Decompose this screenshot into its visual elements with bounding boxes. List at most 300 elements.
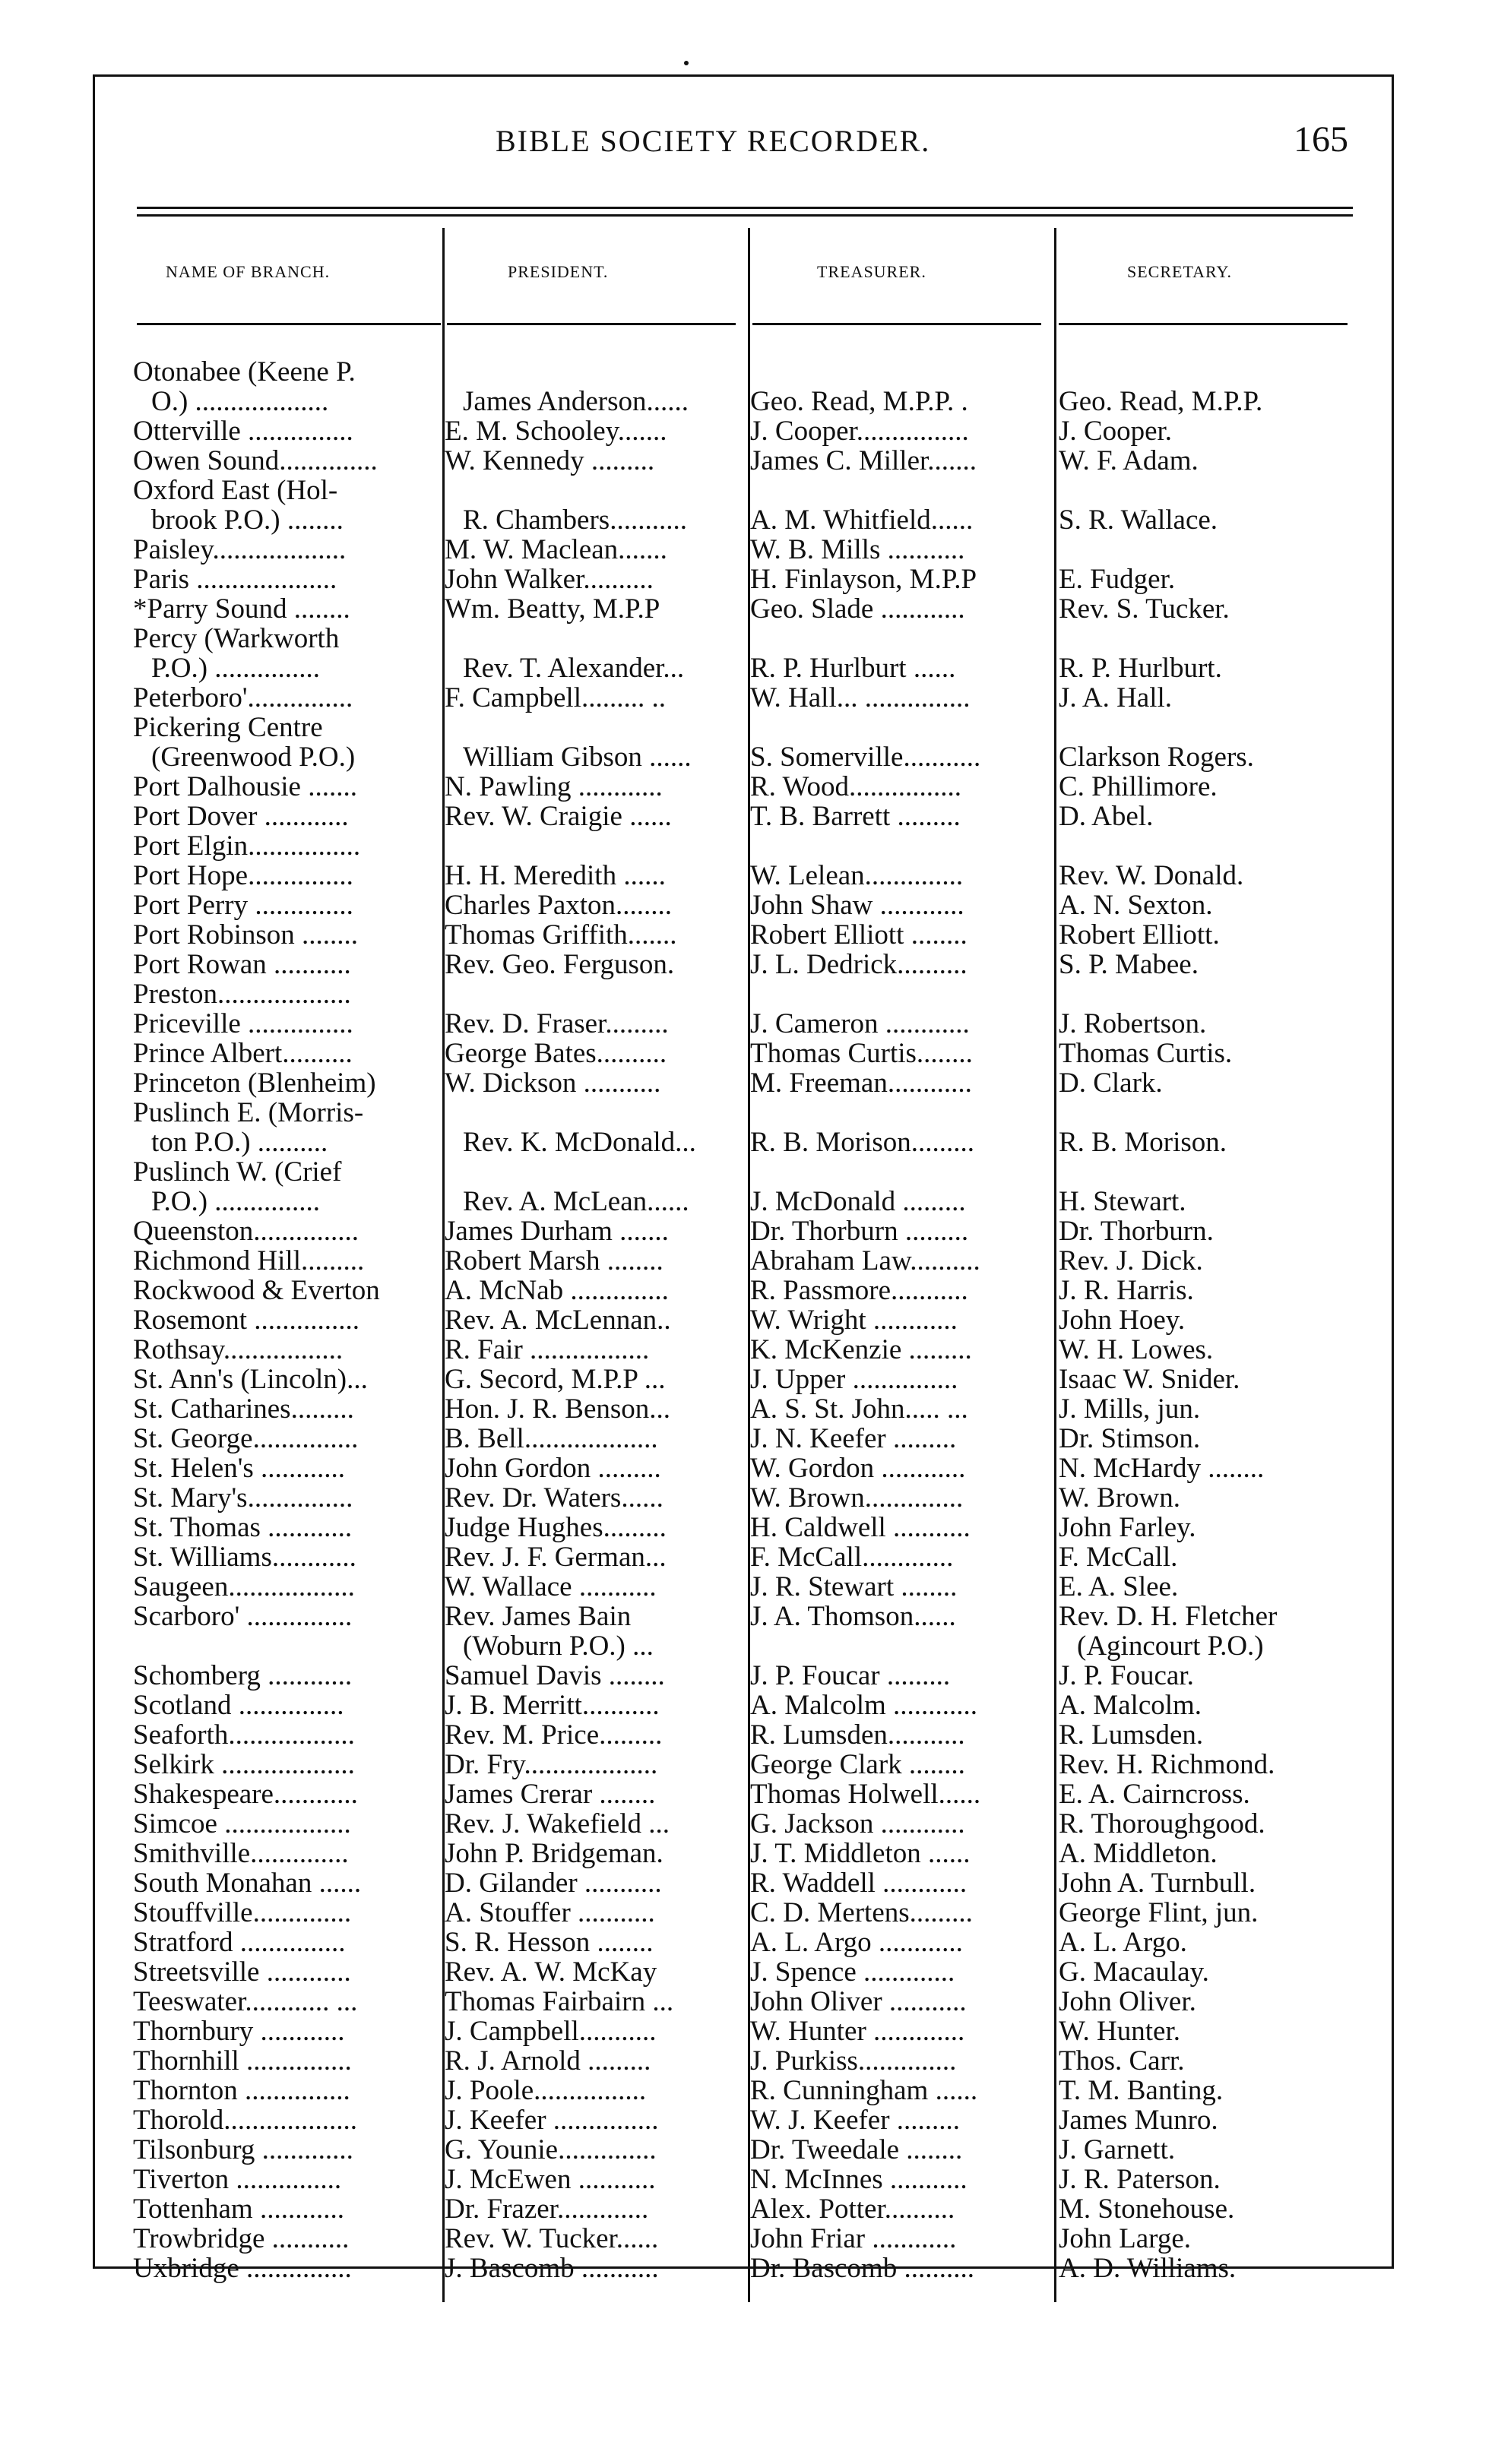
treasurer-name [750, 1661, 1047, 1691]
president-name [445, 2135, 741, 2165]
treasurer-name [750, 1898, 1047, 1928]
cell-line: R. P. Hurlburt ...... [750, 653, 956, 684]
cell-line: James C. Miller....... [750, 445, 977, 476]
cell-line: W. Hunter. [1059, 2016, 1180, 2047]
treasurer-name [750, 1602, 1047, 1661]
president-name [445, 2016, 741, 2046]
cell-line: Dr. Frazer............. [445, 2194, 649, 2225]
secretary-name [1059, 1216, 1355, 1246]
branch-name [133, 979, 437, 1009]
branch-name [133, 476, 437, 535]
secretary-name [1059, 1157, 1355, 1216]
treasurer-name [750, 2135, 1047, 2165]
cell-line: John A. Turnbull. [1059, 1868, 1256, 1899]
president-name [445, 1276, 741, 1305]
cell-line: Streetsville ............ [133, 1956, 351, 1988]
branch-name [133, 624, 437, 683]
table-row [133, 1750, 1357, 1779]
secretary-name [1059, 2254, 1355, 2283]
treasurer-name [750, 979, 1047, 1009]
table-row [133, 594, 1357, 624]
treasurer-name [750, 2165, 1047, 2194]
table-row [133, 2254, 1357, 2283]
branch-name [133, 713, 437, 772]
cell-line: Port Perry .............. [133, 890, 353, 921]
cell-line: R. Lumsden........... [750, 1719, 965, 1751]
branch-name [133, 594, 437, 624]
treasurer-name [750, 565, 1047, 594]
branch-name [133, 1276, 437, 1305]
column-header-treasurer: TREASURER. [817, 262, 926, 281]
cell-line: D. Gilander ........... [445, 1868, 662, 1899]
table-row [133, 1720, 1357, 1750]
cell-line: W. Wright ............ [750, 1305, 958, 1336]
cell-line: Thomas Holwell...... [750, 1779, 981, 1810]
cell-line: A. M. Whitfield...... [750, 505, 974, 536]
branch-name [133, 2135, 437, 2165]
cell-line: W. F. Adam. [1059, 445, 1199, 476]
treasurer-name [750, 2105, 1047, 2135]
cell-line: B. Bell................... [445, 1423, 658, 1454]
cell-line: Teeswater............ ... [133, 1986, 358, 2017]
cell-line: J. R. Paterson. [1059, 2164, 1221, 2195]
cell-line: Robert Elliott. [1059, 919, 1220, 950]
treasurer-name [750, 713, 1047, 772]
treasurer-name [750, 2046, 1047, 2076]
cell-line: John Large. [1059, 2223, 1191, 2254]
secretary-name [1059, 1068, 1355, 1098]
branch-name [133, 1335, 437, 1365]
treasurer-name [750, 1039, 1047, 1068]
president-name [445, 594, 741, 624]
treasurer-name [750, 446, 1047, 476]
secretary-name [1059, 624, 1355, 683]
column-header-president: PRESIDENT. [508, 262, 609, 281]
president-name [445, 2046, 741, 2076]
cell-line: J. Robertson. [1059, 1008, 1207, 1039]
cell-line: Oxford East (Hol- [133, 475, 338, 506]
table-row [133, 1691, 1357, 1720]
branch-name [133, 1868, 437, 1898]
cell-line: Rev. A. W. McKay [445, 1956, 657, 1988]
cell-line: J. R. Stewart ........ [750, 1571, 958, 1602]
cell-line: John Friar ............ [750, 2223, 957, 2254]
cell-line: James Munro. [1059, 2105, 1218, 2136]
cell-line: J. McDonald ......... [750, 1186, 966, 1217]
table-row [133, 950, 1357, 979]
cell-line: Rev. A. McLean...... [463, 1186, 689, 1217]
president-name [445, 2194, 741, 2224]
branch-name [133, 2046, 437, 2076]
treasurer-name [750, 1572, 1047, 1602]
cell-line: Alex. Potter.......... [750, 2194, 955, 2225]
table-row [133, 1098, 1357, 1157]
treasurer-name [750, 624, 1047, 683]
cell-line: (Agincourt P.O.) [1077, 1631, 1264, 1662]
secretary-name [1059, 594, 1355, 624]
table-row [133, 1661, 1357, 1691]
table-row [133, 416, 1357, 446]
branch-name [133, 1483, 437, 1513]
secretary-name [1059, 772, 1355, 802]
cell-line: Simcoe .................. [133, 1808, 351, 1839]
cell-line: J. B. Merritt........... [445, 1690, 660, 1721]
cell-line: Stratford ............... [133, 1927, 346, 1958]
secretary-name [1059, 2016, 1355, 2046]
cell-line [750, 1631, 1047, 1661]
cell-line: Dr. Fry................... [445, 1749, 658, 1780]
cell-line: A. S. St. John..... ... [750, 1393, 968, 1425]
table-row [133, 861, 1357, 890]
cell-line: J. R. Harris. [1059, 1275, 1194, 1306]
cell-line: brook P.O.) ........ [151, 505, 344, 536]
cell-line: J. Bascomb ........... [445, 2253, 659, 2284]
table-row [133, 772, 1357, 802]
cell-line: (Woburn P.O.) ... [463, 1631, 654, 1662]
table-row [133, 476, 1357, 535]
cell-line: George Clark ........ [750, 1749, 965, 1780]
cell-line: Port Dalhousie ....... [133, 771, 357, 802]
president-name [445, 1394, 741, 1424]
cell-line: E. A. Slee. [1059, 1571, 1179, 1602]
cell-line: Dr. Thorburn. [1059, 1216, 1214, 1247]
cell-line: S. P. Mabee. [1059, 949, 1199, 980]
header-rule-top [137, 207, 1353, 209]
president-name [445, 1691, 741, 1720]
cell-line: Rev. H. Richmond. [1059, 1749, 1275, 1780]
cell-line: R. J. Arnold ......... [445, 2045, 651, 2077]
cell-line: M. W. Maclean....... [445, 534, 667, 565]
cell-line: Otterville ............... [133, 416, 353, 447]
cell-line: Dr. Tweedale ........ [750, 2134, 963, 2165]
cell-line: W. Wallace ........... [445, 1571, 657, 1602]
president-name [445, 950, 741, 979]
president-name [445, 565, 741, 594]
cell-line: Thomas Griffith....... [445, 919, 677, 950]
cell-line: A. Malcolm. [1059, 1690, 1202, 1721]
branch-table [133, 357, 1357, 2283]
branch-name [133, 2224, 437, 2254]
president-name [445, 1661, 741, 1691]
treasurer-name [750, 920, 1047, 950]
cell-line: Geo. Slade ............ [750, 593, 965, 625]
cell-line: Thorold................... [133, 2105, 357, 2136]
president-name [445, 1246, 741, 1276]
treasurer-name [750, 476, 1047, 535]
cell-line: Scarboro' ............... [133, 1601, 353, 1632]
table-row [133, 357, 1357, 416]
treasurer-name [750, 1009, 1047, 1039]
treasurer-name [750, 890, 1047, 920]
cell-line [750, 831, 1047, 861]
cell-line: A. McNab .............. [445, 1275, 669, 1306]
cell-line: Rockwood & Everton [133, 1275, 380, 1306]
treasurer-name [750, 2076, 1047, 2105]
secretary-name [1059, 1928, 1355, 1957]
cell-line [445, 624, 741, 653]
secretary-name [1059, 831, 1355, 861]
cell-line: Dr. Bascomb .......... [750, 2253, 974, 2284]
secretary-name [1059, 2046, 1355, 2076]
cell-line: R. Cunningham ...... [750, 2075, 978, 2106]
cell-line: Thomas Curtis. [1059, 1038, 1233, 1069]
cell-line: Robert Elliott ........ [750, 919, 968, 950]
branch-name [133, 1542, 437, 1572]
treasurer-name [750, 1868, 1047, 1898]
cell-line: Rev. S. Tucker. [1059, 593, 1230, 625]
cell-line: J. N. Keefer ......... [750, 1423, 957, 1454]
secretary-name [1059, 1305, 1355, 1335]
cell-line: A. Middleton. [1059, 1838, 1218, 1869]
cell-line: J. P. Foucar ......... [750, 1660, 951, 1691]
treasurer-name [750, 831, 1047, 861]
treasurer-name [750, 416, 1047, 446]
treasurer-name [750, 1068, 1047, 1098]
cell-line: R. Wood................ [750, 771, 961, 802]
cell-line: John Farley. [1059, 1512, 1196, 1543]
cell-line: J. L. Dedrick.......... [750, 949, 968, 980]
secretary-name [1059, 476, 1355, 535]
treasurer-name [750, 1098, 1047, 1157]
cell-line: S. R. Wallace. [1059, 505, 1218, 536]
president-name [445, 1335, 741, 1365]
cell-line: D. Clark. [1059, 1068, 1163, 1099]
cell-line: John Walker.......... [445, 564, 654, 595]
treasurer-name [750, 1809, 1047, 1839]
table-row [133, 1483, 1357, 1513]
president-name [445, 1898, 741, 1928]
cell-line: R. Thoroughgood. [1059, 1808, 1265, 1839]
table-row [133, 1453, 1357, 1483]
cell-line [445, 713, 741, 742]
cell-line: S. Somerville........... [750, 742, 981, 773]
cell-line: Rev. James Bain [445, 1601, 632, 1632]
cell-line: Thornton ............... [133, 2075, 350, 2106]
table-row [133, 1779, 1357, 1809]
president-name [445, 861, 741, 890]
secretary-name [1059, 1424, 1355, 1453]
branch-name [133, 1157, 437, 1216]
secretary-name [1059, 357, 1355, 416]
table-row [133, 1987, 1357, 2016]
cell-line: Preston................... [133, 979, 351, 1010]
cell-line: R. Lumsden. [1059, 1719, 1204, 1751]
page-number: 165 [1294, 119, 1348, 160]
cell-line [1059, 1157, 1355, 1187]
treasurer-name [750, 1928, 1047, 1957]
branch-name [133, 357, 437, 416]
cell-line: Prince Albert.......... [133, 1038, 353, 1069]
table-row [133, 1424, 1357, 1453]
treasurer-name [750, 1483, 1047, 1513]
branch-name [133, 890, 437, 920]
treasurer-name [750, 772, 1047, 802]
cell-line: John Gordon ......... [445, 1453, 661, 1484]
cell-line: W. Brown. [1059, 1482, 1180, 1514]
cell-line: J. Upper ............... [750, 1364, 958, 1395]
cell-line: George Bates.......... [445, 1038, 667, 1069]
branch-name [133, 683, 437, 713]
secretary-name [1059, 890, 1355, 920]
cell-line [1059, 535, 1355, 565]
table-row [133, 2046, 1357, 2076]
cell-line: J. Purkiss.............. [750, 2045, 957, 2077]
cell-line: Owen Sound.............. [133, 445, 378, 476]
cell-line [750, 1157, 1047, 1187]
treasurer-name [750, 1276, 1047, 1305]
secretary-name [1059, 446, 1355, 476]
cell-line: Trowbridge ........... [133, 2223, 350, 2254]
cell-line: George Flint, jun. [1059, 1897, 1259, 1928]
branch-name [133, 1009, 437, 1039]
cell-line [1059, 1098, 1355, 1128]
president-name [445, 802, 741, 831]
cell-line: R. Passmore........... [750, 1275, 968, 1306]
table-row [133, 1246, 1357, 1276]
cell-line: Shakespeare............ [133, 1779, 358, 1810]
treasurer-name [750, 1957, 1047, 1987]
cell-line: Rev. W. Craigie ...... [445, 801, 672, 832]
cell-line: Hon. J. R. Benson... [445, 1393, 671, 1425]
secretary-name [1059, 1542, 1355, 1572]
cell-line [750, 476, 1047, 505]
president-name [445, 1098, 741, 1157]
cell-line: Geo. Read, M.P.P. [1059, 386, 1263, 417]
secretary-name [1059, 683, 1355, 713]
table-row [133, 535, 1357, 565]
cell-line: Seaforth.................. [133, 1719, 355, 1751]
cell-line: Rev. K. McDonald... [463, 1127, 696, 1158]
treasurer-name [750, 683, 1047, 713]
treasurer-name [750, 1424, 1047, 1453]
branch-name [133, 2105, 437, 2135]
cell-line: R. Chambers........... [463, 505, 687, 536]
secretary-name [1059, 1009, 1355, 1039]
treasurer-name [750, 1365, 1047, 1394]
president-name [445, 1572, 741, 1602]
secretary-name [1059, 1276, 1355, 1305]
cell-line: J. Cooper. [1059, 416, 1173, 447]
secretary-name [1059, 950, 1355, 979]
table-row [133, 1809, 1357, 1839]
cell-line: Judge Hughes......... [445, 1512, 667, 1543]
secretary-name [1059, 1394, 1355, 1424]
branch-name [133, 1246, 437, 1276]
cell-line: Scotland ............... [133, 1690, 344, 1721]
secretary-name [1059, 1365, 1355, 1394]
cell-line: G. Macaulay. [1059, 1956, 1209, 1988]
cell-line: A. D. Williams. [1059, 2253, 1237, 2284]
cell-line: P.O.) ............... [151, 653, 321, 684]
cell-line: K. McKenzie ......... [750, 1334, 972, 1365]
cell-line: W. Kennedy ......... [445, 445, 655, 476]
cell-line: Rev. J. Wakefield ... [445, 1808, 670, 1839]
cell-line: Port Hope............... [133, 860, 353, 891]
cell-line [1059, 357, 1355, 387]
table-row [133, 1305, 1357, 1335]
cell-line: H. Finlayson, M.P.P [750, 564, 977, 595]
secretary-name [1059, 861, 1355, 890]
cell-line: James Durham ....... [445, 1216, 669, 1247]
treasurer-name [750, 2194, 1047, 2224]
treasurer-name [750, 594, 1047, 624]
cell-line: F. McCall............. [750, 1542, 954, 1573]
treasurer-name [750, 1305, 1047, 1335]
cell-line: Tilsonburg ............. [133, 2134, 353, 2165]
cell-line: St. Ann's (Lincoln)... [133, 1364, 368, 1395]
table-row [133, 1216, 1357, 1246]
cell-line: Pickering Centre [133, 712, 323, 743]
secretary-name [1059, 920, 1355, 950]
cell-line: (Greenwood P.O.) [151, 742, 356, 773]
cell-line: D. Abel. [1059, 801, 1154, 832]
cell-line: P.O.) ............... [151, 1186, 321, 1217]
cell-line: F. Campbell......... .. [445, 682, 666, 713]
cell-line: St. Williams............ [133, 1542, 356, 1573]
cell-line: G. Secord, M.P.P ... [445, 1364, 666, 1395]
cell-line: Isaac W. Snider. [1059, 1364, 1240, 1395]
cell-line: Thornhill ............... [133, 2045, 352, 2077]
president-name [445, 1216, 741, 1246]
cell-line [750, 1098, 1047, 1128]
president-name [445, 1868, 741, 1898]
secretary-name [1059, 1246, 1355, 1276]
branch-name [133, 2165, 437, 2194]
cell-line: Queenston............... [133, 1216, 359, 1247]
cell-line: J. A. Thomson...... [750, 1601, 956, 1632]
cell-line: Otonabee (Keene P. [133, 356, 356, 387]
branch-name [133, 1305, 437, 1335]
branch-name [133, 446, 437, 476]
president-name [445, 624, 741, 683]
secretary-name [1059, 802, 1355, 831]
president-name [445, 1750, 741, 1779]
cell-line: R. P. Hurlburt. [1059, 653, 1222, 684]
running-header [93, 114, 1394, 175]
president-name [445, 1157, 741, 1216]
cell-line: Percy (Warkworth [133, 623, 340, 654]
secretary-name [1059, 1572, 1355, 1602]
cell-line: Thos. Carr. [1059, 2045, 1185, 2077]
cell-line [1059, 831, 1355, 861]
cell-line: Geo. Read, M.P.P. . [750, 386, 968, 417]
cell-line: A. Malcolm ............ [750, 1690, 978, 1721]
treasurer-name [750, 2224, 1047, 2254]
secretary-name [1059, 1720, 1355, 1750]
table-row [133, 2194, 1357, 2224]
cell-line: W. Dickson ........... [445, 1068, 661, 1099]
cell-line [445, 476, 741, 505]
cell-line [445, 1157, 741, 1187]
cell-line: Samuel Davis ........ [445, 1660, 665, 1691]
cell-line: St. Mary's............... [133, 1482, 353, 1514]
president-name [445, 920, 741, 950]
cell-line: Port Dover ............ [133, 801, 349, 832]
president-name [445, 2165, 741, 2194]
president-name [445, 357, 741, 416]
column-header-branch: NAME OF BRANCH. [166, 262, 331, 281]
cell-line: A. N. Sexton. [1059, 890, 1213, 921]
cell-line: J. Spence ............. [750, 1956, 955, 1988]
secretary-name [1059, 2105, 1355, 2135]
secretary-name [1059, 1987, 1355, 2016]
branch-name [133, 831, 437, 861]
branch-name [133, 950, 437, 979]
cell-line: St. Helen's ............ [133, 1453, 346, 1484]
table-row [133, 831, 1357, 861]
president-name [445, 2076, 741, 2105]
cell-line: W. Brown.............. [750, 1482, 964, 1514]
